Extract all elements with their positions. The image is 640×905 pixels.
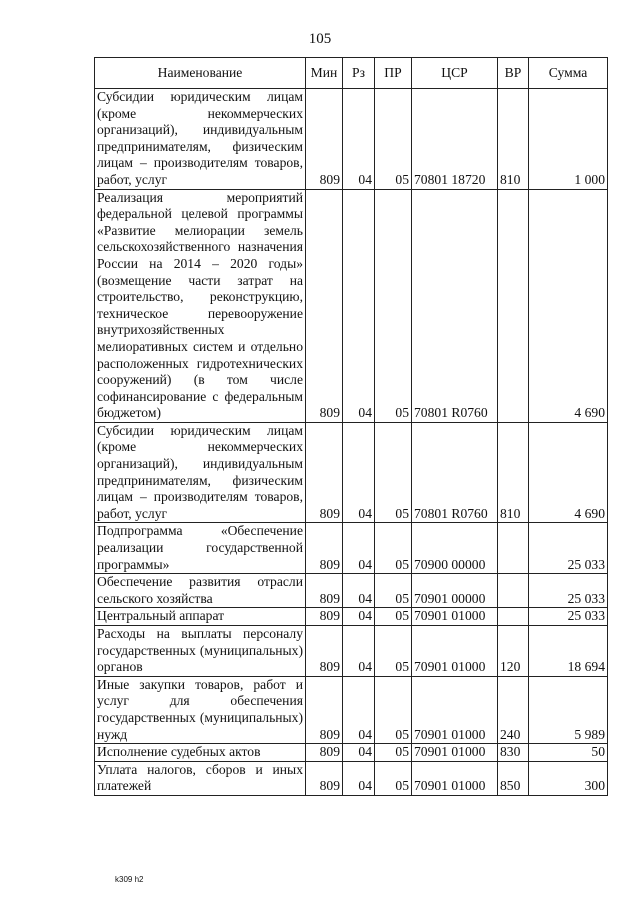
row-vr: 810	[498, 89, 529, 190]
row-pr: 05	[375, 523, 412, 574]
row-csr: 70901 01000	[412, 626, 498, 677]
row-rz: 04	[343, 422, 375, 523]
row-sum: 25 033	[529, 523, 608, 574]
row-pr: 05	[375, 626, 412, 677]
row-rz: 04	[343, 626, 375, 677]
row-min: 809	[306, 523, 343, 574]
row-vr	[498, 523, 529, 574]
row-pr: 05	[375, 189, 412, 422]
row-sum: 1 000	[529, 89, 608, 190]
row-name: Подпрограмма «Обеспечение реализации государственной программы»	[95, 523, 306, 574]
row-min: 809	[306, 761, 343, 795]
row-vr: 120	[498, 626, 529, 677]
table-row	[95, 626, 608, 677]
header-min: Мин	[306, 58, 343, 89]
table-row	[95, 744, 608, 762]
table-row	[95, 608, 608, 626]
row-sum: 18 694	[529, 626, 608, 677]
row-csr: 70901 01000	[412, 761, 498, 795]
row-pr: 05	[375, 761, 412, 795]
row-vr	[498, 574, 529, 608]
row-vr: 810	[498, 422, 529, 523]
row-name: Центральный аппарат	[95, 608, 306, 626]
row-vr	[498, 608, 529, 626]
header-vr: ВР	[498, 58, 529, 89]
table-header-row	[95, 58, 608, 89]
row-vr: 240	[498, 676, 529, 743]
row-vr: 830	[498, 744, 529, 762]
row-rz: 04	[343, 676, 375, 743]
row-rz: 04	[343, 608, 375, 626]
table-row	[95, 574, 608, 608]
header-rz: Рз	[343, 58, 375, 89]
row-csr: 70901 00000	[412, 574, 498, 608]
row-pr: 05	[375, 608, 412, 626]
row-min: 809	[306, 744, 343, 762]
row-name: Субсидии юридическим лицам (кроме некоммерческих организаций), индивидуальным предпринимателям, физическим лицам – производителям товаров, работ, услуг	[95, 89, 306, 190]
row-sum: 4 690	[529, 422, 608, 523]
row-name: Реализация мероприятий федеральной целевой программы «Развитие мелиорации земель сельскохозяйственного назначения России на 2014 – 2020 годы» (возмещение части затрат на строительство, реконструкцию, техническое перевооружение внутрихозяйственных мелиоративных систем и отдельно расположенных гидротехнических сооружений) (в том числе софинансирование с федеральным бюджетом)	[95, 189, 306, 422]
table-row	[95, 89, 608, 190]
row-min: 809	[306, 608, 343, 626]
row-rz: 04	[343, 574, 375, 608]
row-vr	[498, 189, 529, 422]
row-name: Уплата налогов, сборов и иных платежей	[95, 761, 306, 795]
row-sum: 5 989	[529, 676, 608, 743]
header-csr: ЦСР	[412, 58, 498, 89]
table-row	[95, 422, 608, 523]
row-name: Субсидии юридическим лицам (кроме некоммерческих организаций), индивидуальным предпринимателям, физическим лицам – производителям товаров, работ, услуг	[95, 422, 306, 523]
row-pr: 05	[375, 744, 412, 762]
row-sum: 25 033	[529, 608, 608, 626]
row-sum: 4 690	[529, 189, 608, 422]
row-csr: 70801 R0760	[412, 422, 498, 523]
row-rz: 04	[343, 523, 375, 574]
row-rz: 04	[343, 744, 375, 762]
row-min: 809	[306, 626, 343, 677]
row-pr: 05	[375, 422, 412, 523]
row-csr: 70801 18720	[412, 89, 498, 190]
row-min: 809	[306, 89, 343, 190]
row-name: Обеспечение развития отрасли сельского хозяйства	[95, 574, 306, 608]
page-number: 105	[308, 31, 332, 47]
row-name: Иные закупки товаров, работ и услуг для обеспечения государственных (муниципальных) нужд	[95, 676, 306, 743]
header-name: Наименование	[95, 58, 306, 89]
budget-table	[94, 57, 608, 796]
row-min: 809	[306, 574, 343, 608]
table-row	[95, 523, 608, 574]
row-name: Исполнение судебных актов	[95, 744, 306, 762]
row-min: 809	[306, 189, 343, 422]
header-pr: ПР	[375, 58, 412, 89]
row-rz: 04	[343, 89, 375, 190]
row-pr: 05	[375, 574, 412, 608]
row-min: 809	[306, 422, 343, 523]
footer-code: k309 h2	[115, 875, 144, 884]
table-row	[95, 761, 608, 795]
header-sum: Сумма	[529, 58, 608, 89]
row-csr: 70901 01000	[412, 744, 498, 762]
row-vr: 850	[498, 761, 529, 795]
row-name: Расходы на выплаты персоналу государственных (муниципальных) органов	[95, 626, 306, 677]
row-rz: 04	[343, 761, 375, 795]
table-row	[95, 189, 608, 422]
table-row	[95, 676, 608, 743]
row-rz: 04	[343, 189, 375, 422]
row-min: 809	[306, 676, 343, 743]
row-sum: 25 033	[529, 574, 608, 608]
row-pr: 05	[375, 89, 412, 190]
row-csr: 70901 01000	[412, 676, 498, 743]
row-csr: 70901 01000	[412, 608, 498, 626]
row-sum: 50	[529, 744, 608, 762]
row-sum: 300	[529, 761, 608, 795]
row-csr: 70900 00000	[412, 523, 498, 574]
row-pr: 05	[375, 676, 412, 743]
row-csr: 70801 R0760	[412, 189, 498, 422]
